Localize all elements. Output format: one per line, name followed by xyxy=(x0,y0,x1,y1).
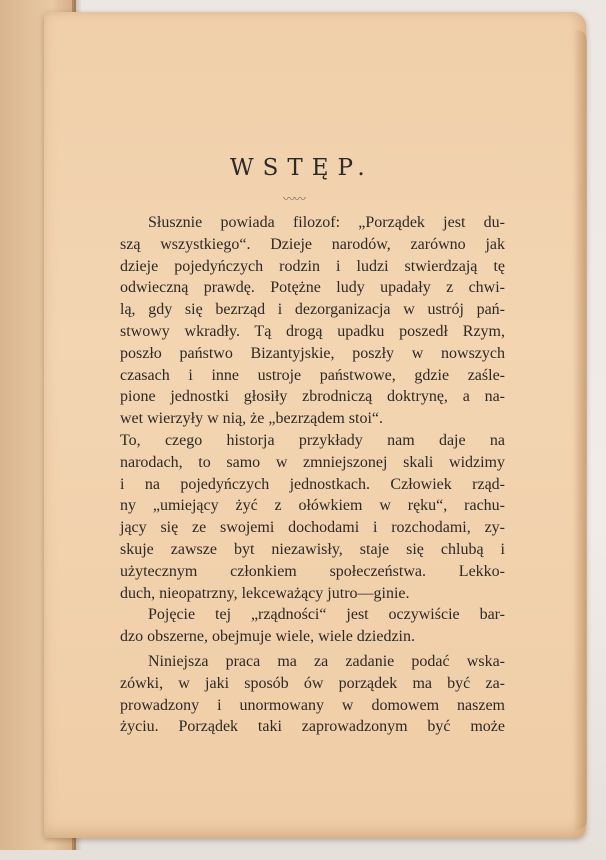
text-line: Słusznie powiada filozof: „Porządek jest du- xyxy=(148,214,505,231)
chapter-heading: WSTĘP. xyxy=(230,155,374,181)
text-line: stwowy wkradły. Tą drogą upadku poszedł Rzym, xyxy=(120,322,505,340)
text-line: ny „umiejący żyć z ołówkiem w ręku“, rachu- xyxy=(120,497,505,515)
page-edge-shading xyxy=(573,30,587,830)
text-line: pione jednostki głosiły zbrodniczą doktrynę, a na- xyxy=(120,388,505,406)
text-line: i na pojedyńczych jednostkach. Człowiek rząd- xyxy=(120,475,505,493)
text-line: jący się ze swojemi dochodami i rozchodami, zy- xyxy=(120,519,505,537)
text-line: poszło państwo Bizantyjskie, poszły w nowszych xyxy=(120,344,505,362)
text-line: zówki, w jaki sposób ów porządek ma być za- xyxy=(120,674,505,692)
text-line: wet wierzyły w nią, że „bezrządem stoi“. xyxy=(120,410,383,428)
text-line: użytecznym członkiem społeczeństwa. Lekko- xyxy=(120,562,505,580)
text-line: życiu. Porządek taki zaprowadzonym być może xyxy=(120,718,505,736)
text-line: Pojęcie tej „rządności“ jest oczywiście bar- xyxy=(148,606,505,624)
text-line: duch, nieopatrzny, lekceważący jutro—ginie. xyxy=(120,584,410,602)
text-line: dzo obszerne, obejmuje wiele, wiele dziedzin. xyxy=(120,628,415,646)
text-line: prowadzony i unormowany w domowem naszem xyxy=(120,696,505,714)
text-line: skuje zawsze byt niezawisły, staje się chlubą i xyxy=(120,540,505,558)
text-line: odwieczną prawdę. Potężne ludy upadały z chwi- xyxy=(120,279,505,297)
text-line: To, czego historja przykłady nam daje na xyxy=(120,431,505,449)
text-line: narodach, to samo w zmniejszonej skali widzimy xyxy=(120,453,505,471)
heading-ornament: 〰〰 xyxy=(283,192,306,206)
body-text xyxy=(120,212,505,738)
text-line: lą, gdy się bezrząd i dezorganizacja w ustrój pań- xyxy=(120,301,505,319)
text-line: Niniejsza praca ma za zadanie podać wska- xyxy=(148,652,505,670)
text-line: dzieje pojedyńczych rodzin i ludzi stwierdzają tę xyxy=(120,257,505,275)
text-line: szą wszystkiego“. Dzieje narodów, zarówno jak xyxy=(120,235,505,253)
text-line: czasach i inne ustroje państwowe, gdzie zaśle- xyxy=(120,366,505,384)
